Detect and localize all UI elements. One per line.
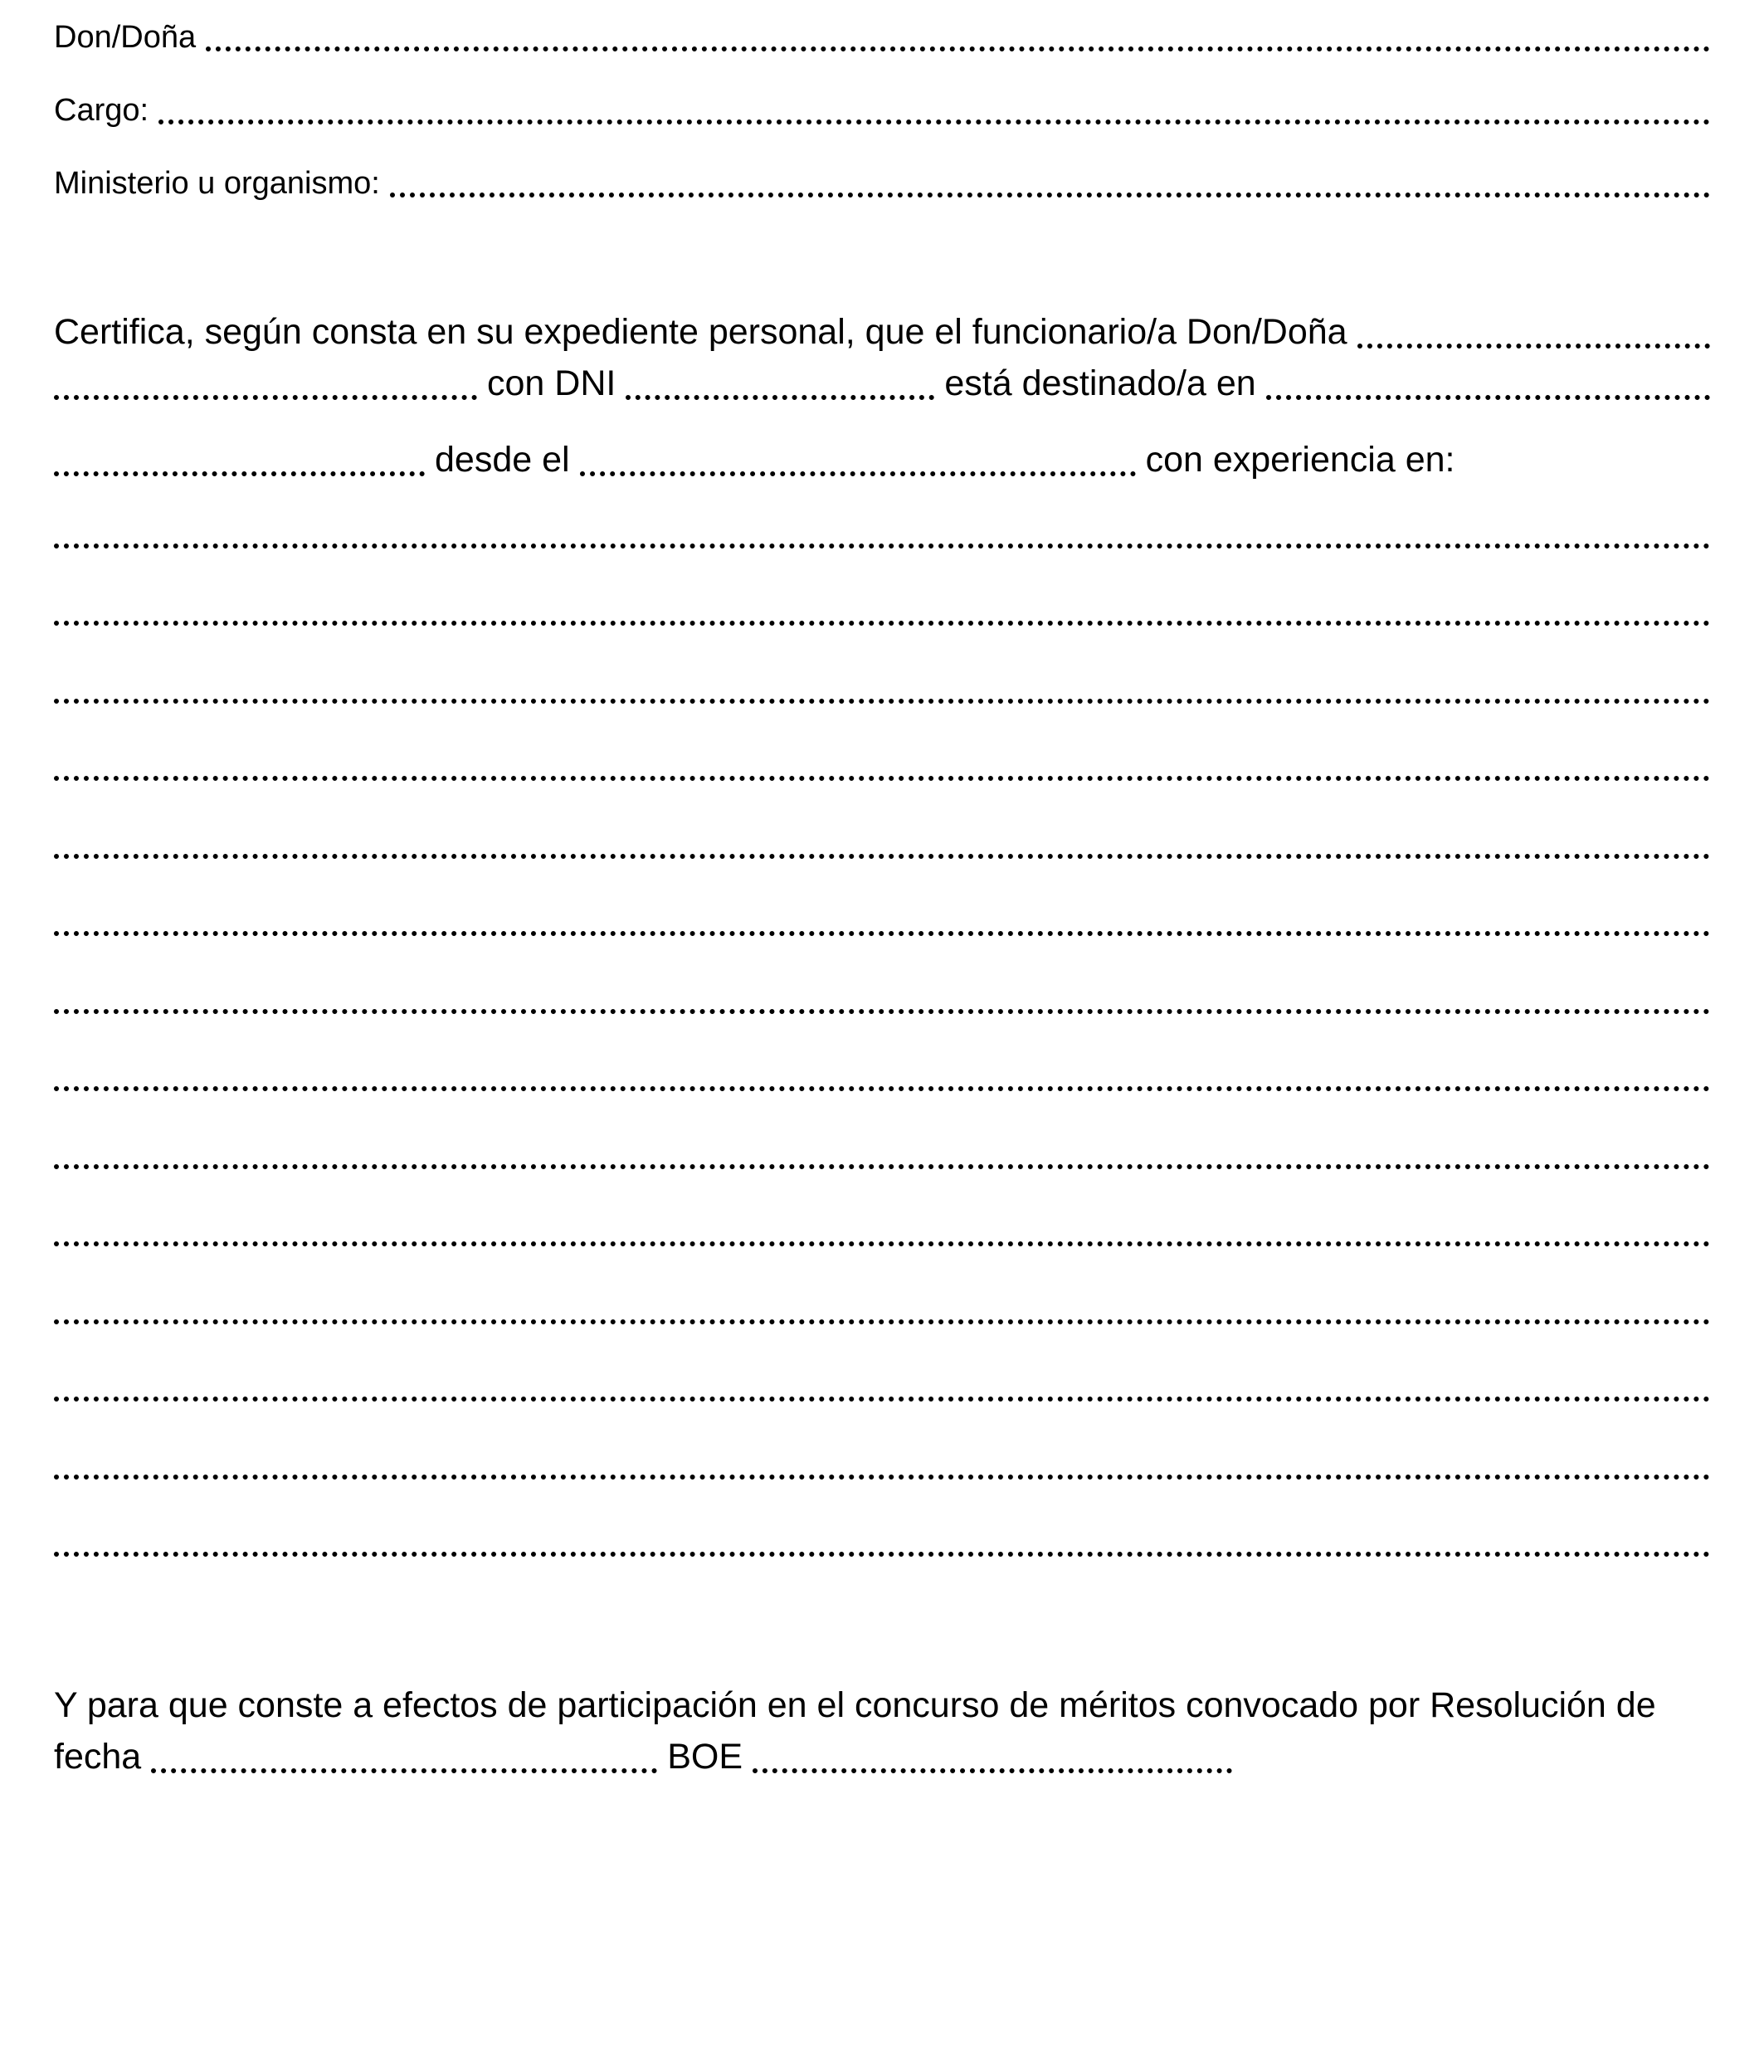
funcionario-name-blank-line [1357, 344, 1710, 349]
ministerio-row [54, 158, 1710, 204]
footer-line-1 [54, 1677, 1710, 1728]
experiencia-blank-line [54, 621, 1710, 626]
experiencia-blank-line [54, 1397, 1710, 1402]
experiencia-blank-line [54, 1241, 1710, 1246]
ministerio-label: Ministerio u organismo: [54, 166, 380, 201]
destinado-label: está destinado/a en [944, 363, 1256, 403]
cargo-row [54, 85, 1710, 131]
cargo-blank-line [158, 119, 1710, 124]
experiencia-blank-line [54, 854, 1710, 859]
certifica-text: Certifica, según consta en su expediente personal, que el funcionario/a Don/Doña [54, 312, 1347, 352]
certifica-line-2 [54, 355, 1710, 407]
certifica-line-3 [54, 431, 1710, 483]
experiencia-blank-line [54, 1086, 1710, 1091]
funcionario-name-continuation-blank [54, 395, 477, 400]
experiencia-blank-line [54, 1552, 1710, 1557]
experiencia-blank-line [54, 699, 1710, 704]
experiencia-blank-line [54, 1009, 1710, 1014]
ministerio-blank-line [390, 193, 1710, 197]
cargo-label: Cargo: [54, 93, 149, 128]
experiencia-blank-line [54, 931, 1710, 936]
don-dona-blank-line [206, 46, 1710, 51]
con-dni-label: con DNI [487, 363, 616, 403]
don-dona-row [54, 12, 1710, 58]
dni-blank-line [626, 395, 934, 400]
boe-label: BOE [667, 1737, 743, 1777]
certifica-line-1 [54, 304, 1710, 355]
boe-blank-line [753, 1768, 1232, 1773]
fecha-blank-line [151, 1768, 657, 1773]
fecha-label: fecha [54, 1737, 142, 1777]
experiencia-blank-line [54, 544, 1710, 548]
experiencia-blank-line [54, 776, 1710, 781]
experiencia-label: con experiencia en: [1145, 440, 1455, 480]
experiencia-blank-line [54, 1319, 1710, 1324]
desde-date-blank-line [580, 471, 1136, 476]
desde-label: desde el [435, 440, 570, 480]
experiencia-blank-line [54, 1164, 1710, 1169]
don-dona-label: Don/Doña [54, 20, 197, 55]
destino-blank-line [1266, 395, 1710, 400]
footer-text: Y para que conste a efectos de participación en el concurso de méritos convocado por Resolución de [54, 1685, 1656, 1725]
experiencia-blank-line [54, 1475, 1710, 1480]
footer-line-2 [54, 1728, 1710, 1780]
destino-continuation-blank [54, 471, 425, 476]
